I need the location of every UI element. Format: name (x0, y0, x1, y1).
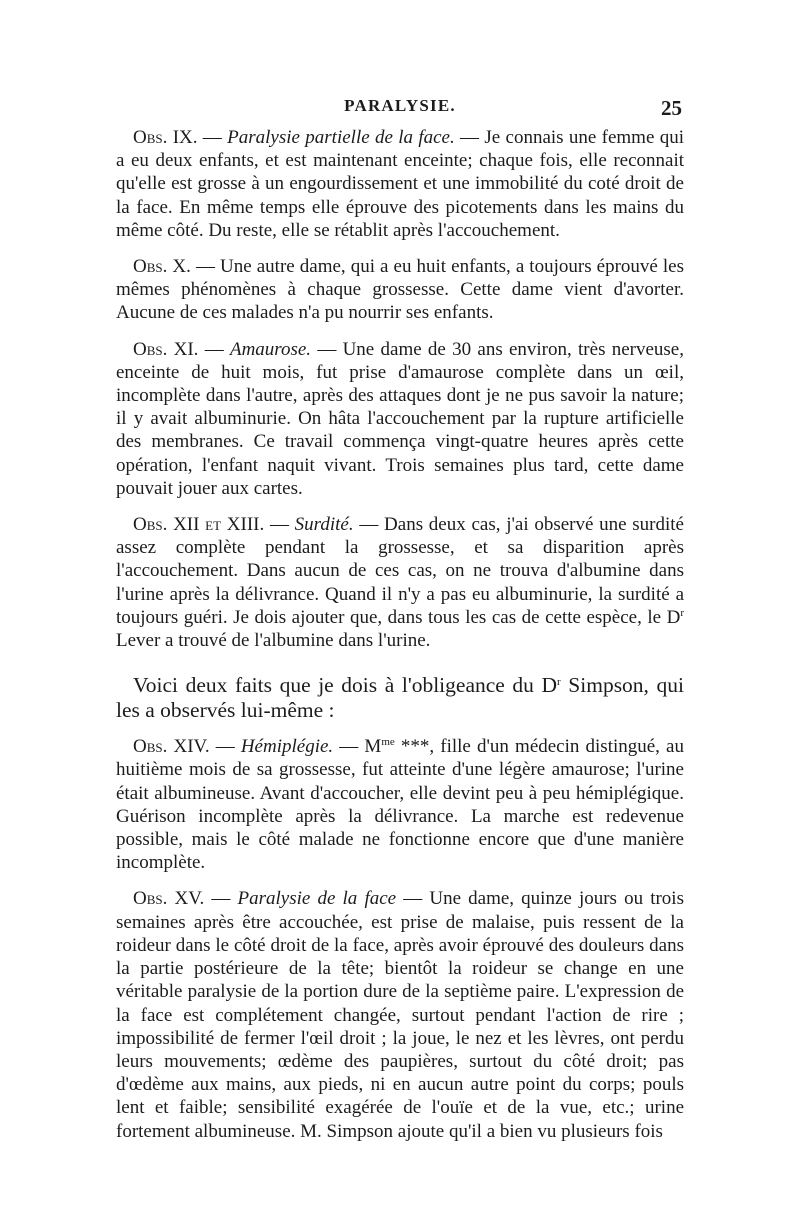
observation-title: Paralysie partielle de la face. (227, 127, 455, 148)
superscript: r (680, 606, 684, 619)
running-title: PARALYSIE. (344, 96, 456, 115)
observation-title: Amaurose. (229, 338, 312, 360)
observation-label: Obs. X. (133, 256, 191, 278)
intro-text: Simpson, qui les a observés lui-même : (116, 673, 684, 723)
observation-title: Surdité. (294, 514, 354, 536)
superscript: r (557, 676, 561, 689)
body-text (116, 126, 684, 1156)
observation-15 (116, 887, 684, 1142)
observation-text: — Une autre dame, qui a eu huit enfants, a toujours éprouvé les mêmes phénomènes à chaque grossesse. Cette dame vient d'avorter. Aucune de ces malades n'a pu nourrir ses enfants. (116, 256, 684, 324)
observation-text: Lever a trouvé de l'albumine dans l'urine. (116, 630, 431, 652)
observation-11 (116, 338, 684, 500)
observation-14 (116, 735, 684, 874)
page-number: 25 (661, 96, 682, 120)
observation-label: Obs. IX. — (133, 127, 228, 148)
intro-text: Voici deux faits que je dois à l'obligeance du D (133, 673, 558, 698)
observation-label: Obs. XIV. — (133, 736, 241, 758)
observation-title: Paralysie de la face (237, 888, 397, 910)
observation-label: Obs. XI. — (133, 338, 230, 360)
observation-text: — Une dame de 30 ans environ, très nerveuse, enceinte de huit mois, fut prise d'amaurose complète dans un œil, incomplète dans l'autre, après des attaques dont je ne pus savoir la nature; il y avait albuminurie. On hâta l'accouchement par la rupture artificielle des membranes. Ce travail commença vingt-quatre heures après cette opération, l'enfant naquit vivant. Trois semaines plus tard, cette dame pouvait jouer aux cartes. (116, 338, 684, 499)
observation-title: Hémiplégie. (240, 736, 334, 758)
superscript: me (381, 736, 395, 749)
observation-text: — M (333, 736, 382, 758)
observation-text: — Dans deux cas, j'ai observé une surdité assez complète pendant la grossesse, et sa disparition après l'accouchement. Dans aucun de ces cas, on ne trouva d'albumine dans l'urine après la délivrance. Quand il n'y a pas eu albuminurie, la surdité a toujours guéri. Je dois ajouter que, dans tous les cas de cette espèce, le D (116, 514, 684, 628)
observation-text: — Je connais une femme qui a eu deux enfants, et est maintenant enceinte; chaque fois, elle reconnait qu'elle est grosse à un engourdissement et une immobilité du coté droit de la face. En même temps elle éprouve des picotements dans les mains du même côté. Du reste, elle se rétablit après l'accouchement. (116, 127, 684, 241)
observation-text: ***, fille d'un médecin distingué, au huitième mois de sa grossesse, fut atteinte d'une légère amaurose; l'urine était albumineuse. Avant d'accoucher, elle devint peu à peu hémiplégique. Guérison incomplète après la délivrance. La marche est redevenue possible, mais le côté malade ne fonctionne encore que d'une manière incomplète. (116, 736, 684, 874)
intro-paragraph (116, 673, 684, 723)
running-head (116, 96, 684, 122)
observation-12-13 (116, 513, 684, 652)
observation-text: — Une dame, quinze jours ou trois semaines après être accouchée, est prise de malaise, puis ressent de la roideur dans le côté droit de la face, après avoir éprouvé des douleurs dans la partie postérieure de la tête; bientôt la roideur se change en une véritable paralysie de la portion dure de la septième paire. L'expression de la face est complétement changée, surtout pendant l'action de rire ; impossibilité de fermer l'œil droit ; la joue, le nez et les lèvres, ont perdu leurs mouvements; œdème des paupières, surtout du côté droit; pas d'œdème aux mains, aux pieds, ni en aucun autre point du corps; pouls lent et faible; sensibilité exagérée de l'ouïe et de la vue, etc.; urine fortement albumineuse. M. Simpson ajoute qu'il a bien vu plusieurs fois (116, 888, 684, 1142)
observation-10 (116, 255, 684, 325)
observation-label: Obs. XV. — (133, 888, 238, 910)
observation-label: Obs. XII et XIII. — (133, 514, 295, 536)
observation-9 (116, 126, 684, 242)
